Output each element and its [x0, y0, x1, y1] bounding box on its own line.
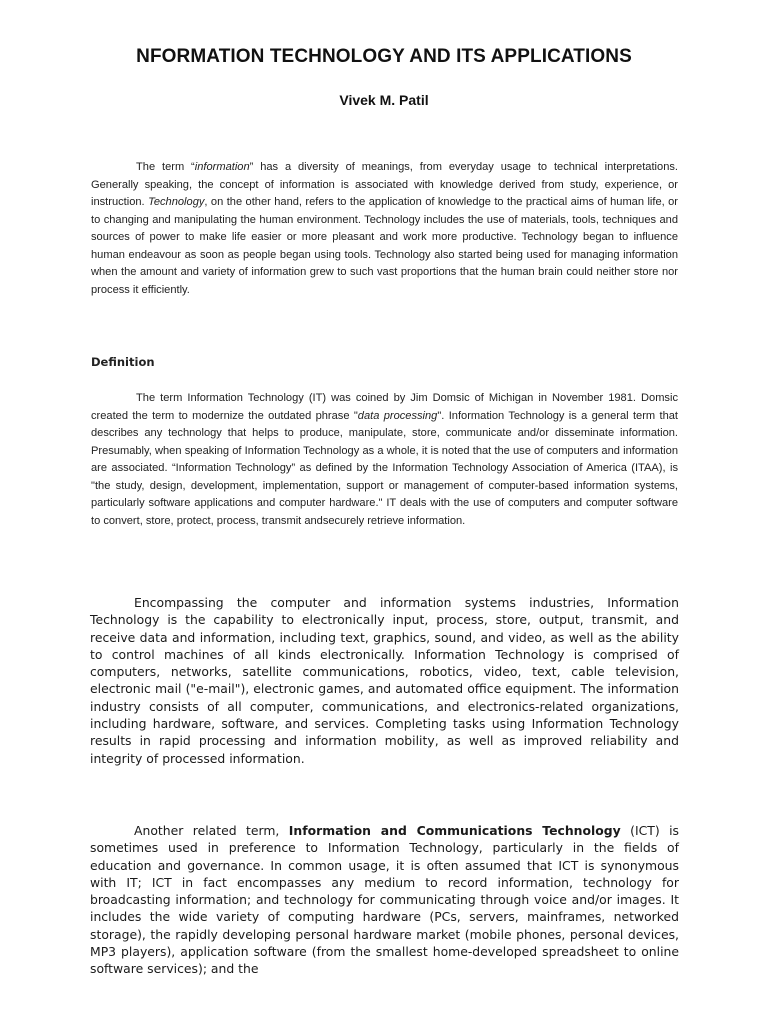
definition-paragraph-block — [91, 390, 678, 530]
document-title: NFORMATION TECHNOLOGY AND ITS APPLICATIONS — [136, 46, 632, 67]
ict-text-2: (ICT) is sometimes used in preference to Information Technology, particularly in the fields of education and governance. In common usage, it is often assumed that ICT is synonymous with IT; ICT in fact encompasses any medium to record information, technology for broadcasting information; and technology for communicating through voice and/or images. It includes the wide variety of computing hardware (PCs, servers, mainframes, networked storage), the rapidly developing personal hardware market (mobile phones, personal devices, MP3 players), application software (from the smallest home-developed spreadsheet to online software services); and the — [90, 823, 679, 977]
ict-paragraph-block — [90, 822, 679, 978]
intro-text-1: The term “ — [136, 161, 195, 173]
intro-text-3: , on the other hand, refers to the application of knowledge to the practical aims of human life, or to changing and manipulating the human environment. Technology includes the use of materials, tools, techniques and sources of power to make life easier or more pleasant and work more productive. Technology began to influence human endeavour as soon as people began using tools. Technology also started being used for managing information when the amount and variety of information grew to such vast proportions that the human brain could neither store nor process it efficiently. — [91, 196, 678, 296]
definition-text-2: ". Information Technology is a general term that describes any technology that helps to produce, manipulate, store, communicate and/or disseminate information. Presumably, when speaking of Information Technology as a whole, it is noted that the use of computers and information are associated. “Information Technology” as defined by the Information Technology Association of America (ITAA), is "the study, design, development, implementation, support or management of computer-based information systems, particularly software applications and computer hardware." IT deals with the use of computers and computer software to convert, store, protect, process, transmit andsecurely retrieve information. — [91, 409, 678, 527]
intro-paragraph-block — [91, 159, 678, 299]
ict-text-1: Another related term, — [134, 823, 289, 838]
definition-heading: Definition — [91, 355, 155, 369]
author-name: Vivek M. Patil — [339, 92, 429, 108]
encompassing-paragraph-block — [90, 594, 679, 767]
ict-paragraph — [90, 822, 679, 978]
intro-term-technology: Technology — [148, 196, 205, 208]
definition-text-1: The term Information Technology (IT) was coined by Jim Domsic of Michigan in November 1981. Domsic created the term to modernize the outdated phrase " — [91, 392, 678, 422]
definition-term-data-processing: data processing — [357, 409, 438, 422]
intro-text-2: ” has a diversity of meanings, from everyday usage to technical interpretations. Generally speaking, the concept of information is associated with knowledge derived from study, experience, or instruction. — [91, 161, 678, 208]
intro-term-information: information — [194, 161, 250, 173]
definition-paragraph — [91, 390, 678, 530]
encompassing-paragraph: Encompassing the computer and information systems industries, Information Technology is the capability to electronically input, process, store, output, transmit, and receive data and information, including text, graphics, sound, and video, as well as the ability to control machines of all kinds electronically. Information Technology is comprised of computers, networks, satellite communications, robotics, video, text, cable television, electronic mail ("e-mail"), electronic games, and automated office equipment. The information industry consists of all computer, communications, and electronics-related organizations, including hardware, software, and services. Completing tasks using Information Technology results in rapid processing and information mobility, as well as improved reliability and integrity of processed information. — [90, 595, 679, 766]
intro-paragraph — [91, 159, 678, 299]
ict-term: Information and Communications Technology — [288, 823, 621, 838]
